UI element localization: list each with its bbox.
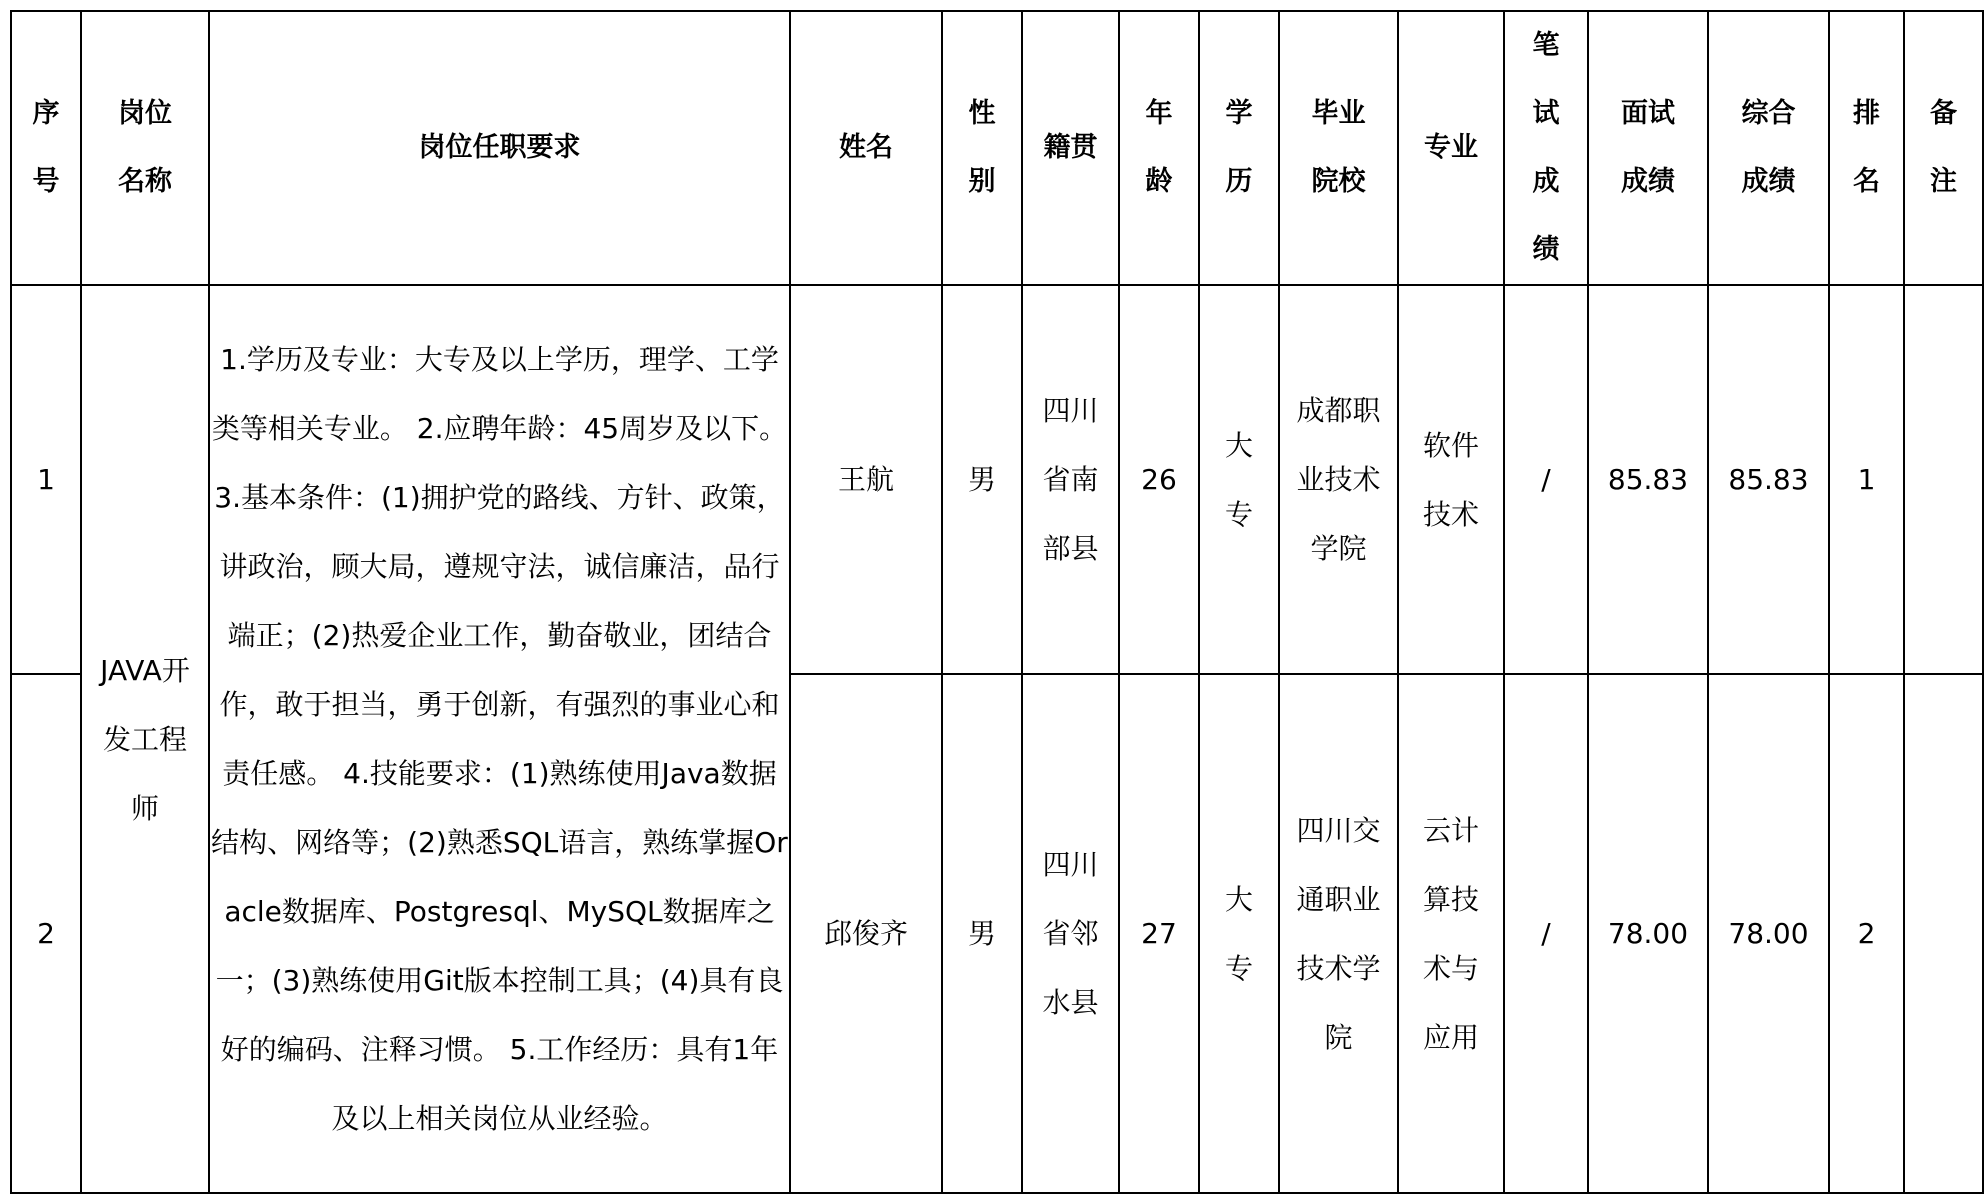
header-seq: 序号: [11, 11, 81, 285]
header-interview-score: 面试成绩: [1588, 11, 1708, 285]
cell-seq: 2: [11, 674, 81, 1193]
cell-major: 云计算技术与应用: [1398, 674, 1504, 1193]
header-remark: 备注: [1904, 11, 1983, 285]
header-written-score: 笔试成绩: [1504, 11, 1588, 285]
cell-interview-score: 85.83: [1588, 285, 1708, 674]
cell-native-place: 四川省南部县: [1022, 285, 1119, 674]
header-post-name: 岗位名称: [81, 11, 209, 285]
header-rank: 排名: [1829, 11, 1904, 285]
header-total-score: 综合成绩: [1708, 11, 1829, 285]
cell-total-score: 85.83: [1708, 285, 1829, 674]
cell-total-score: 78.00: [1708, 674, 1829, 1193]
cell-gender: 男: [942, 674, 1022, 1193]
cell-school: 四川交通职业技术学院: [1279, 674, 1398, 1193]
header-major: 专业: [1398, 11, 1504, 285]
cell-remark: [1904, 674, 1983, 1193]
cell-education: 大专: [1199, 674, 1279, 1193]
cell-remark: [1904, 285, 1983, 674]
cell-major: 软件技术: [1398, 285, 1504, 674]
header-school: 毕业院校: [1279, 11, 1398, 285]
header-age: 年龄: [1119, 11, 1199, 285]
cell-age: 26: [1119, 285, 1199, 674]
cell-school: 成都职业技术学院: [1279, 285, 1398, 674]
header-row: [11, 11, 1983, 285]
cell-rank: 1: [1829, 285, 1904, 674]
cell-written-score: /: [1504, 674, 1588, 1193]
table-row: [11, 285, 1983, 674]
cell-age: 27: [1119, 674, 1199, 1193]
cell-gender: 男: [942, 285, 1022, 674]
header-name: 姓名: [790, 11, 942, 285]
header-gender: 性别: [942, 11, 1022, 285]
cell-post-name: JAVA开发工程师: [81, 285, 209, 1193]
cell-name: 王航: [790, 285, 942, 674]
cell-native-place: 四川省邻水县: [1022, 674, 1119, 1193]
cell-requirements: 1.学历及专业：大专及以上学历，理学、工学类等相关专业。 2.应聘年龄：45周岁及以下。 3.基本条件：(1)拥护党的路线、方针、政策，讲政治，顾大局，遵规守法，诚信廉洁，品行端正；(2)热爱企业工作，勤奋敬业，团结合作，敢于担当，勇于创新，有强烈的事业心和责任感。 4.技能要求：(1)熟练使用Java数据结构、网络等；(2)熟悉SQL语言，熟练掌握Oracle数据库、Postgresql、MySQL数据库之一；(3)熟练使用Git版本控制工具；(4)具有良好的编码、注释习惯。 5.工作经历：具有1年及以上相关岗位从业经验。: [209, 285, 790, 1193]
cell-seq: 1: [11, 285, 81, 674]
cell-education: 大专: [1199, 285, 1279, 674]
cell-written-score: /: [1504, 285, 1588, 674]
results-table: [10, 10, 1984, 1194]
header-requirements: 岗位任职要求: [209, 11, 790, 285]
header-native-place: 籍贯: [1022, 11, 1119, 285]
cell-interview-score: 78.00: [1588, 674, 1708, 1193]
header-education: 学历: [1199, 11, 1279, 285]
cell-name: 邱俊齐: [790, 674, 942, 1193]
cell-rank: 2: [1829, 674, 1904, 1193]
